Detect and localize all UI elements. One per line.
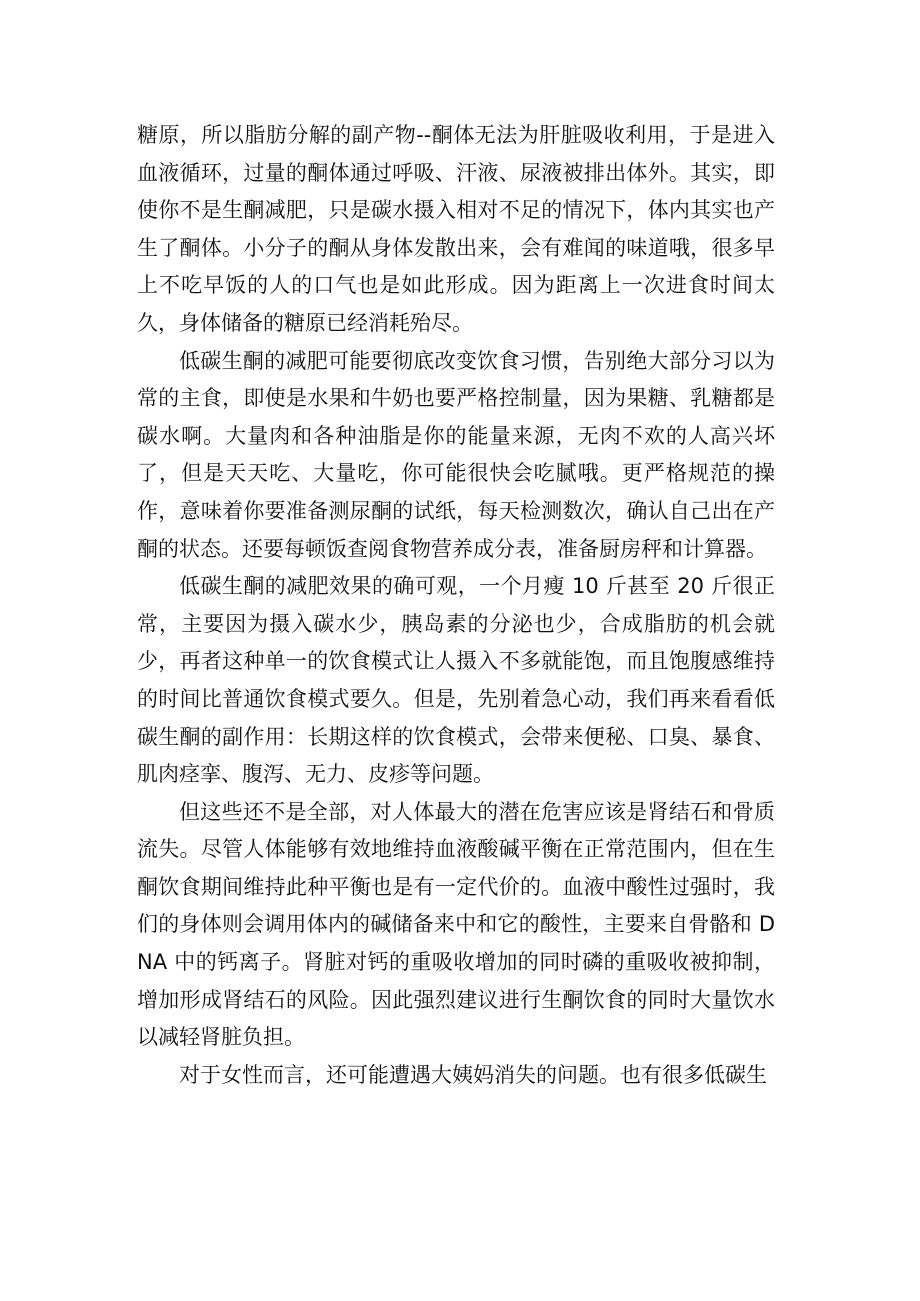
- paragraph-5: 对于女性而言，还可能遭遇大姨妈消失的问题。也有很多低碳生: [179, 1062, 767, 1087]
- paragraph-4: 但这些还不是全部，对人体最大的潜在危害应该是肾结石和骨质流失。尽管人体能够有效地维持血液酸碱平衡在正常范围内，但在生酮饮食期间维持此种平衡也是有一定代价的。血液中酸性过强时，我们的身体则会调用体内的碱储备来中和它的酸性，主要来自骨骼和 DNA 中的钙离子。肾脏对钙的重吸收增加的同时磷的重吸收被抑制，增加形成肾结石的风险。因此强烈建议进行生酮饮食的同时大量饮水以减轻肾脏负担。: [137, 799, 775, 1050]
- paragraph-2: 低碳生酮的减肥可能要彻底改变饮食习惯，告别绝大部分习以为常的主食，即使是水果和牛奶也要严格控制量，因为果糖、乳糖都是碳水啊。大量肉和各种油脂是你的能量来源，无肉不欢的人高兴坏了，但是天天吃、大量吃，你可能很快会吃腻哦。更严格规范的操作，意味着你要准备测尿酮的试纸，每天检测数次，确认自己出在产酮的状态。还要每顿饭查阅食物营养成分表，准备厨房秤和计算器。: [137, 348, 775, 561]
- document-body: [137, 117, 775, 1094]
- paragraph-1: 糖原，所以脂肪分解的副产物--酮体无法为肝脏吸收利用，于是进入血液循环，过量的酮体通过呼吸、汗液、尿液被排出体外。其实，即使你不是生酮减肥，只是碳水摄入相对不足的情况下，体内其实也产生了酮体。小分子的酮从身体发散出来，会有难闻的味道哦，很多早上不吃早饭的人的口气也是如此形成。因为距离上一次进食时间太久，身体储备的糖原已经消耗殆尽。: [137, 123, 775, 335]
- paragraph-3: 低碳生酮的减肥效果的确可观，一个月瘦 10 斤甚至 20 斤很正常，主要因为摄入碳水少，胰岛素的分泌也少，合成脂肪的机会就少，再者这种单一的饮食模式让人摄入不多就能饱，而且饱腹感维持的时间比普通饮食模式要久。但是，先别着急心动，我们再来看看低碳生酮的副作用：长期这样的饮食模式，会带来便秘、口臭、暴食、肌肉痉挛、腹泻、无力、皮疹等问题。: [137, 574, 775, 787]
